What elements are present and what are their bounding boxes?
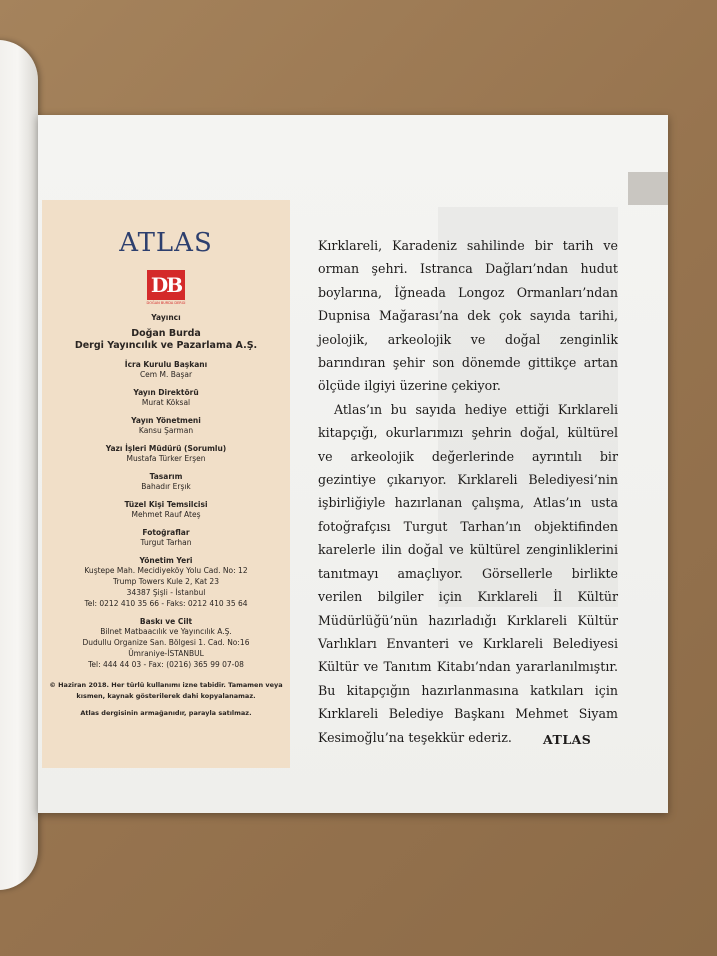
credit-value: Turgut Tarhan (140, 538, 192, 547)
credit-value: Murat Köksal (141, 398, 191, 407)
imprint-panel (42, 200, 290, 768)
credit-label: Tasarım (149, 472, 183, 481)
credit-value: Mustafa Türker Erşen (126, 454, 206, 463)
address-line: 34387 Şişli - İstanbul (126, 588, 206, 597)
address-line: Tel: 444 44 03 - Fax: (0216) 365 99 07-08 (88, 660, 244, 669)
article-paragraph: Atlas’ın bu sayıda hediye ettiği Kırklareli kitapçığı, okurlarımızı şehrin doğal, kültürel ve arkeolojik değerlerinde ayrıntılı bir gezintiye çıkarıyor. Kırklareli Belediyesi’nin işbirliğiyle hazırlanan çalışma, Atlas’ın usta fotoğrafçısı Turgut Tarhan’ın objektifinden karelerle ilin doğal ve kültürel zenginliklerini tanıtmayı amaçlıyor. Görsellerle birlikte verilen bilgiler için Kırklareli İl Kültür Müdürlüğü’nün hazırladığı Kırklareli Kültür Varlıkları Envanteri ve Kırklareli Belediyesi Kültür ve Tanıtım Kitabı’ndan yararlanılmıştır. Bu kitapçığın hazırlanmasına katkıları için Kırklareli Belediye Başkanı Mehmet Siyam Kesimoğlu’na teşekkür ederiz. (318, 401, 618, 745)
signature: ATLAS (543, 732, 592, 747)
credit-label: Tüzel Kişi Temsilcisi (124, 500, 208, 509)
management-label: Yönetim Yeri (139, 556, 193, 565)
credit-value: Bahadır Erşık (141, 482, 191, 491)
print-address (42, 626, 290, 670)
print-label: Baskı ve Cilt (139, 617, 193, 626)
address-line: Bilnet Matbaacılık ve Yayıncılık A.Ş. (100, 627, 232, 636)
credit-label: Yayın Yönetmeni (131, 416, 201, 425)
db-logo-subtitle: DOĞAN BURDA DERGİ (146, 301, 186, 305)
address-line: Dudullu Organize San. Bölgesi 1. Cad. No:16 (82, 638, 250, 647)
credits-list (42, 360, 290, 548)
article-paragraph: Kırklareli, Karadeniz sahilinde bir tarih ve orman şehri. Istranca Dağları’ndan hudut boylarına, İğneada Longoz Ormanları’ndan Dupnisa Mağarası’na dek çok sayıda tarihi, jeolojik, arkeolojik ve doğal zenginlik barındıran şehir son dönemde gittikçe artan ölçüde ilgiyi üzerine çekiyor. (318, 238, 618, 394)
publisher-name: Doğan Burda Dergi Yayıncılık ve Pazarlama A.Ş. (74, 328, 258, 351)
management-address (42, 565, 290, 609)
address-line: Trump Towers Kule 2, Kat 23 (113, 577, 219, 586)
credit-label: İcra Kurulu Başkanı (124, 360, 208, 369)
address-line: Kuştepe Mah. Mecidiyeköy Yolu Cad. No: 12 (84, 566, 248, 575)
credit-label: Yayın Direktörü (133, 388, 199, 397)
atlas-logo: ATLAS (119, 228, 213, 258)
article-text (318, 234, 618, 749)
left-page-edge (0, 40, 38, 890)
address-line: Tel: 0212 410 35 66 - Faks: 0212 410 35 64 (84, 599, 248, 608)
gray-tab-mark (628, 172, 668, 205)
db-logo: DB (147, 270, 185, 300)
credit-value: Mehmet Rauf Ateş (131, 510, 201, 519)
credit-label: Fotoğraflar (142, 528, 190, 537)
credit-value: Kansu Şarman (138, 426, 194, 435)
publisher-label: Yayıncı (151, 313, 181, 322)
gift-note: Atlas dergisinin armağanıdır, parayla satılmaz. (80, 709, 252, 717)
address-line: Ümraniye-İSTANBUL (128, 649, 204, 658)
credit-label: Yazı İşleri Müdürü (Sorumlu) (105, 444, 227, 453)
credit-value: Cem M. Başar (139, 370, 193, 379)
booklet-page (38, 115, 668, 813)
copyright-note: © Haziran 2018. Her türlü kullanımı izne tabidir. Tamamen veya kısmen, kaynak gösterilerek dahi kopyalanamaz. (49, 681, 283, 700)
